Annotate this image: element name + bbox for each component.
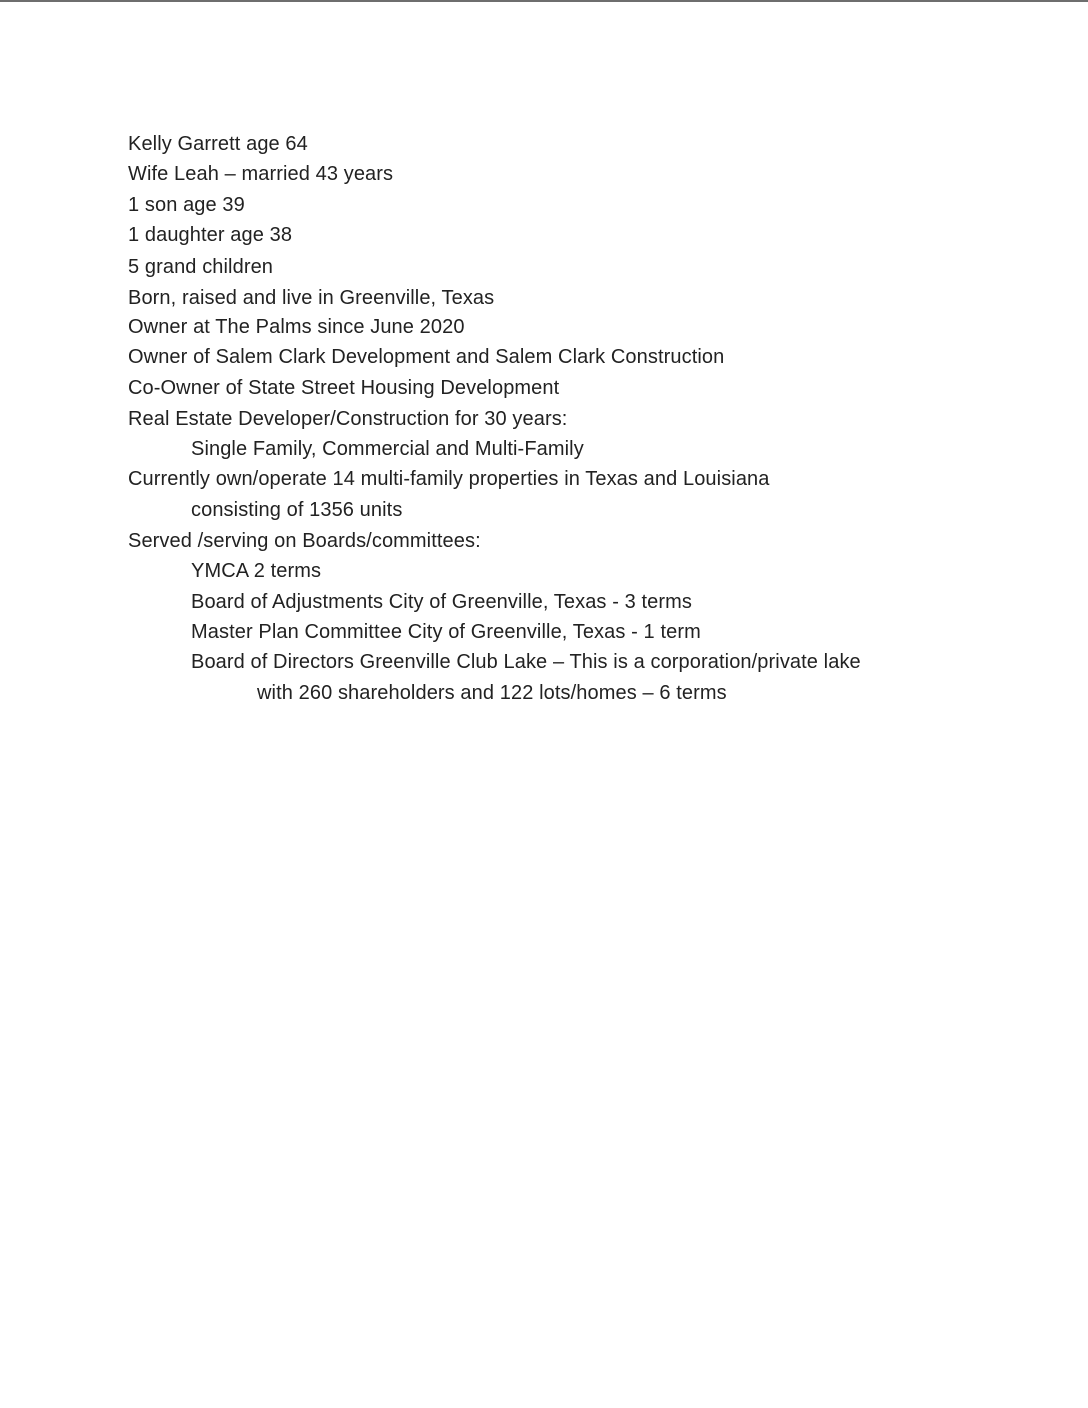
text-line-co-owner: Co-Owner of State Street Housing Development xyxy=(128,377,560,399)
text-line-properties: Currently own/operate 14 multi-family properties in Texas and Louisiana xyxy=(128,468,770,490)
text-line-owner-salem-clark: Owner of Salem Clark Development and Salem Clark Construction xyxy=(128,346,725,368)
text-line-boards-heading: Served /serving on Boards/committees: xyxy=(128,530,481,552)
text-line-wife: Wife Leah – married 43 years xyxy=(128,163,394,185)
scan-top-edge xyxy=(0,0,1088,2)
text-line-grandchildren: 5 grand children xyxy=(128,256,274,278)
text-line-hometown: Born, raised and live in Greenville, Texas xyxy=(128,287,495,309)
text-line-club-lake-board: Board of Directors Greenville Club Lake – This is a corporation/private lake xyxy=(191,651,861,673)
text-line-club-lake-details: with 260 shareholders and 122 lots/homes – 6 terms xyxy=(257,682,727,704)
text-line-board-adjustments: Board of Adjustments City of Greenville, Texas - 3 terms xyxy=(191,591,692,613)
text-line-developer: Real Estate Developer/Construction for 30 years: xyxy=(128,408,568,430)
text-line-developer-types: Single Family, Commercial and Multi-Family xyxy=(191,438,584,460)
text-line-son: 1 son age 39 xyxy=(128,194,245,216)
text-line-daughter: 1 daughter age 38 xyxy=(128,224,293,246)
text-line-master-plan: Master Plan Committee City of Greenville, Texas - 1 term xyxy=(191,621,701,643)
text-line-ymca: YMCA 2 terms xyxy=(191,560,322,582)
text-line-units: consisting of 1356 units xyxy=(191,499,403,521)
text-line-owner-palms: Owner at The Palms since June 2020 xyxy=(128,316,465,338)
text-line-name-age: Kelly Garrett age 64 xyxy=(128,133,308,155)
